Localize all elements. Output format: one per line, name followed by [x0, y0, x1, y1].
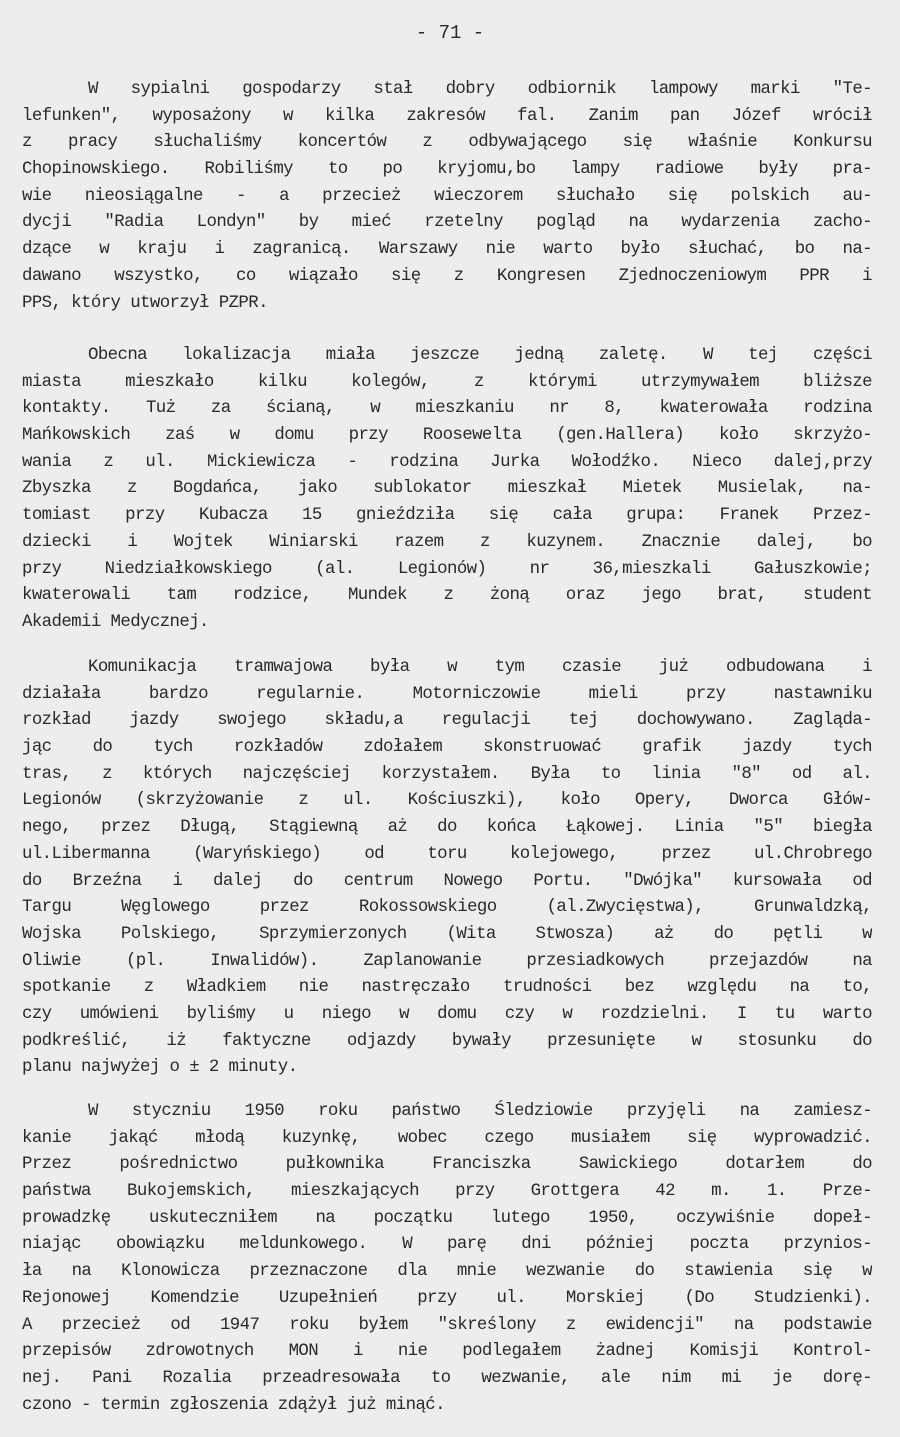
- text-line: z pracy słuchaliśmy koncertów z odbywającego się właśnie Konkursu: [22, 133, 872, 153]
- text-line: spotkanie z Władkiem nie nastręczało trudności bez względu na to,: [22, 978, 872, 998]
- text-line: kwaterowali tam rodzice, Mundek z żoną oraz jego brat, student: [22, 586, 872, 606]
- text-line: czy umówieni byliśmy u niego w domu czy w rozdzielni. I tu warto: [22, 1004, 872, 1024]
- text-line: planu najwyżej o ± 2 minuty.: [22, 1058, 298, 1078]
- text-line: prowadzkę uskuteczniłem na początku lutego 1950, oczywiśnie dopeł-: [22, 1208, 872, 1228]
- text-line: Oliwie (pl. Inwalidów). Zaplanowanie przesiadkowych przejazdów na: [22, 951, 872, 971]
- text-line: A przecież od 1947 roku byłem "skreślony z ewidencji" na podstawie: [22, 1315, 872, 1335]
- text-line: ła na Klonowicza przeznaczone dla mnie wezwanie do stawienia się w: [22, 1262, 872, 1282]
- text-line: dzące w kraju i zagranicą. Warszawy nie warto było słuchać, bo na-: [22, 240, 872, 260]
- text-line: wie nieosiągalne - a przecież wieczorem słuchało się polskich au-: [22, 186, 872, 206]
- text-line: dycji "Radia Londyn" by mieć rzetelny pogląd na wydarzenia zacho-: [22, 213, 872, 233]
- text-line: do Brzeźna i dalej do centrum Nowego Portu. "Dwójka" kursowała od: [22, 871, 872, 891]
- text-line: działała bardzo regularnie. Motorniczowie mieli przy nastawniku: [22, 684, 872, 704]
- text-line: PPS, który utworzył PZPR.: [22, 293, 268, 313]
- text-line: dziecki i Wojtek Winiarski razem z kuzynem. Znacznie dalej, bo: [22, 532, 872, 552]
- text-line: tras, z których najczęściej korzystałem. Była to linia "8" od al.: [22, 764, 872, 784]
- text-line: W sypialni gospodarzy stał dobry odbiornik lampowy marki "Te-: [88, 80, 872, 99]
- text-line: państwa Bukojemskich, mieszkających przy Grottgera 42 m. 1. Prze-: [22, 1182, 872, 1202]
- paragraph-location: [22, 343, 872, 637]
- text-line: Akademii Medycznej.: [22, 612, 209, 632]
- text-line: nej. Pani Rozalia przeadresowała to wezwanie, ale nim mi je dorę-: [22, 1368, 872, 1388]
- text-line: Zbyszka z Bogdańca, jako sublokator mieszkał Mietek Musielak, na-: [22, 479, 872, 499]
- text-line: Rejonowej Komendzie Uzupełnień przy ul. Morskiej (Do Studzienki).: [22, 1288, 872, 1308]
- paragraph-radio: [22, 77, 872, 317]
- text-line: Komunikacja tramwajowa była w tym czasie już odbudowana i: [88, 658, 872, 677]
- paragraph-moving: [22, 1099, 872, 1419]
- text-line: nego, przez Długą, Stągiewną aż do końca Łąkowej. Linia "5" biegła: [22, 818, 872, 838]
- text-line: przepisów zdrowotnych MON i nie podlegałem żadnej Komisji Kontrol-: [22, 1342, 872, 1362]
- text-line: podkreślić, iż faktyczne odjazdy bywały przesunięte w stosunku do: [22, 1031, 872, 1051]
- text-line: kontakty. Tuż za ścianą, w mieszkaniu nr 8, kwaterowała rodzina: [22, 399, 872, 419]
- text-line: tomiast przy Kubacza 15 gnieździła się cała grupa: Franek Przez-: [22, 506, 872, 526]
- text-line: przy Niedziałkowskiego (al. Legionów) nr 36,mieszkali Gałuszkowie;: [22, 559, 872, 579]
- text-line: lefunken", wyposażony w kilka zakresów fal. Zanim pan Józef wrócił: [22, 106, 872, 126]
- text-line: wania z ul. Mickiewicza - rodzina Jurka Wołodźko. Nieco dalej,przy: [22, 452, 872, 472]
- text-line: W styczniu 1950 roku państwo Śledziowie przyjęli na zamiesz-: [88, 1102, 872, 1121]
- text-line: Mańkowskich zaś w domu przy Roosewelta (gen.Hallera) koło skrzyżo-: [22, 426, 872, 446]
- text-line: niając obowiązku meldunkowego. W parę dni później poczta przynios-: [22, 1235, 872, 1255]
- text-line: ul.Libermanna (Waryńskiego) od toru kolejowego, przez ul.Chrobrego: [22, 844, 872, 864]
- text-line: dawano wszystko, co wiązało się z Kongresen Zjednoczeniowym PPR i: [22, 266, 872, 286]
- text-line: kanie jakąć młodą kuzynkę, wobec czego musiałem się wyprowadzić.: [22, 1128, 872, 1148]
- paragraph-tram: [22, 655, 872, 1082]
- page-number: - 71 -: [415, 22, 485, 44]
- text-line: miasta mieszkało kilku kolegów, z którymi utrzymywałem bliższe: [22, 372, 872, 392]
- text-line: czono - termin zgłoszenia zdążył już minąć.: [22, 1395, 445, 1415]
- text-line: Obecna lokalizacja miała jeszcze jedną zaletę. W tej części: [88, 346, 872, 365]
- text-line: jąc do tych rozkładów zdołałem skonstruować grafik jazdy tych: [22, 738, 872, 758]
- text-line: Targu Węglowego przez Rokossowskiego (al.Zwycięstwa), Grunwaldzką,: [22, 898, 872, 918]
- text-line: Chopinowskiego. Robiliśmy to po kryjomu,bo lampy radiowe były pra-: [22, 160, 872, 180]
- text-line: rozkład jazdy swojego składu,a regulacji tej dochowywano. Zagląda-: [22, 711, 872, 731]
- text-line: Wojska Polskiego, Sprzymierzonych (Wita Stwosza) aż do pętli w: [22, 924, 872, 944]
- text-line: Przez pośrednictwo pułkownika Franciszka Sawickiego dotarłem do: [22, 1155, 872, 1175]
- text-line: Legionów (skrzyżowanie z ul. Kościuszki), koło Opery, Dworca Głów-: [22, 791, 872, 811]
